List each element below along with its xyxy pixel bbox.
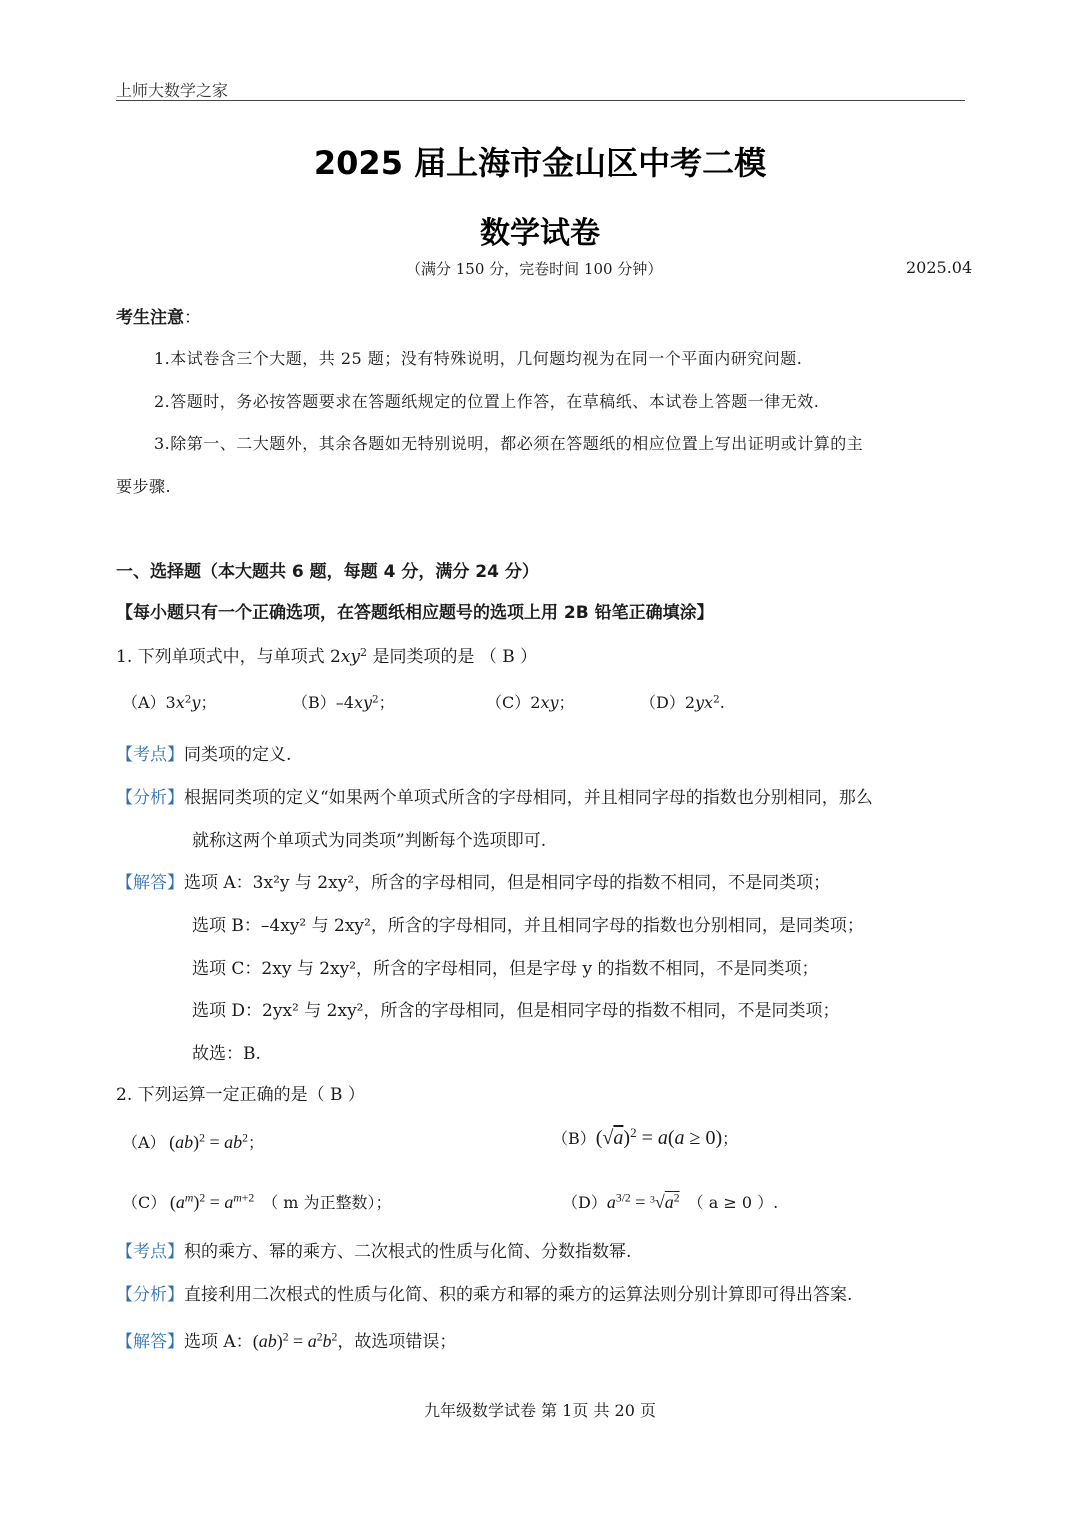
q2-fenxi: 【分析】直接利用二次根式的性质与化简、积的乘方和幂的乘方的运算法则分别计算即可得出答案. bbox=[116, 1285, 853, 1305]
notice-heading: 考生注意： bbox=[116, 308, 201, 328]
q1-fenxi: 【分析】根据同类项的定义“如果两个单项式所含的字母相同，并且相同字母的指数也分别相同，那么 bbox=[116, 788, 873, 808]
exam-date: 2025.04 bbox=[906, 258, 973, 277]
site-header: 上师大数学之家 bbox=[116, 81, 229, 100]
q2-kaodian: 【考点】积的乘方、幂的乘方、二次根式的性质与化简、分数指数幂. bbox=[116, 1242, 632, 1262]
section-rule: 【每小题只有一个正确选项，在答题纸相应题号的选项上用 2B 铅笔正确填涂】 bbox=[116, 603, 714, 623]
notice-item-3-cont: 要步骤. bbox=[116, 477, 172, 496]
q1-option-d: $(D)2yx^2$. bbox=[640, 693, 725, 712]
q1-kaodian: 【考点】同类项的定义. bbox=[116, 745, 292, 765]
notice-item-3: 3.除第一、二大题外，其余各题如无特别说明，都必须在答题纸的相应位置上写出证明或计算的主 bbox=[154, 434, 864, 453]
q2-option-d: $(D)a^{3/2} = ^3√a^2$ （ a ≥ 0 ）. bbox=[562, 1191, 779, 1212]
q2-stem: 2. 下列运算一定正确的是（ B ） bbox=[116, 1085, 365, 1105]
notice-item-1: 1.本试卷含三个大题，共 25 题；没有特殊说明，几何题均视为在同一个平面内研究问题. bbox=[154, 349, 803, 368]
header-rule bbox=[116, 100, 965, 101]
q1-solution-d: 选项 D：2yx² 与 2xy²，所含的字母相同，但是相同字母的指数不相同，不是同类项； bbox=[192, 1001, 840, 1021]
q1-solution-a: 【解答】选项 A：3x²y 与 2xy²，所含的字母相同，但是相同字母的指数不相同，不是同类项； bbox=[116, 873, 831, 893]
exam-info: （满分 150 分，完卷时间 100 分钟） bbox=[406, 260, 663, 278]
q1-answer: 故选：B. bbox=[192, 1044, 261, 1064]
q1-solution-c: 选项 C：2xy 与 2xy²，所含的字母相同，但是字母 y 的指数不相同，不是同类项； bbox=[192, 959, 819, 979]
q1-option-c: （C）2xy； bbox=[486, 693, 575, 712]
q2-option-a: （A） $(ab)^2 = ab^2$； bbox=[122, 1131, 265, 1152]
exam-title: 2025 届上海市金山区中考二模 bbox=[313, 144, 767, 182]
q1-option-a: $(A)3x^2y$； bbox=[122, 693, 217, 712]
section-title: 一、选择题（本大题共 6 题，每题 4 分，满分 24 分） bbox=[116, 562, 539, 582]
q1-stem: 1. 下列单项式中，与单项式 $2xy^2$ 是同类项的是 （ B ） bbox=[116, 645, 538, 667]
q1-solution-b: 选项 B：–4xy² 与 2xy²，所含的字母相同，并且相同字母的指数也分别相同，是同类项； bbox=[192, 916, 864, 936]
q2-solution-a: 【解答】选项 A：$(ab)^2 = a^2b^2$，故选项错误； bbox=[116, 1330, 457, 1352]
q2-option-c: （C） $(a^m)^2 = a^{m+2}$ （ m 为正整数）； bbox=[122, 1191, 392, 1212]
exam-subtitle: 数学试卷 bbox=[480, 216, 600, 251]
q1-fenxi-cont: 就称这两个单项式为同类项”判断每个选项即可. bbox=[192, 831, 547, 851]
q1-option-b: $(B)-4xy^2$； bbox=[292, 693, 395, 712]
notice-item-2: 2.答题时，务必按答题要求在答题纸规定的位置上作答，在草稿纸、本试卷上答题一律无效. bbox=[154, 392, 820, 411]
page-footer: 九年级数学试卷 第 1页 共 20 页 bbox=[424, 1401, 656, 1420]
q2-option-b: $(B)(√a)^2 = a(a \ge 0)$； bbox=[552, 1124, 739, 1149]
